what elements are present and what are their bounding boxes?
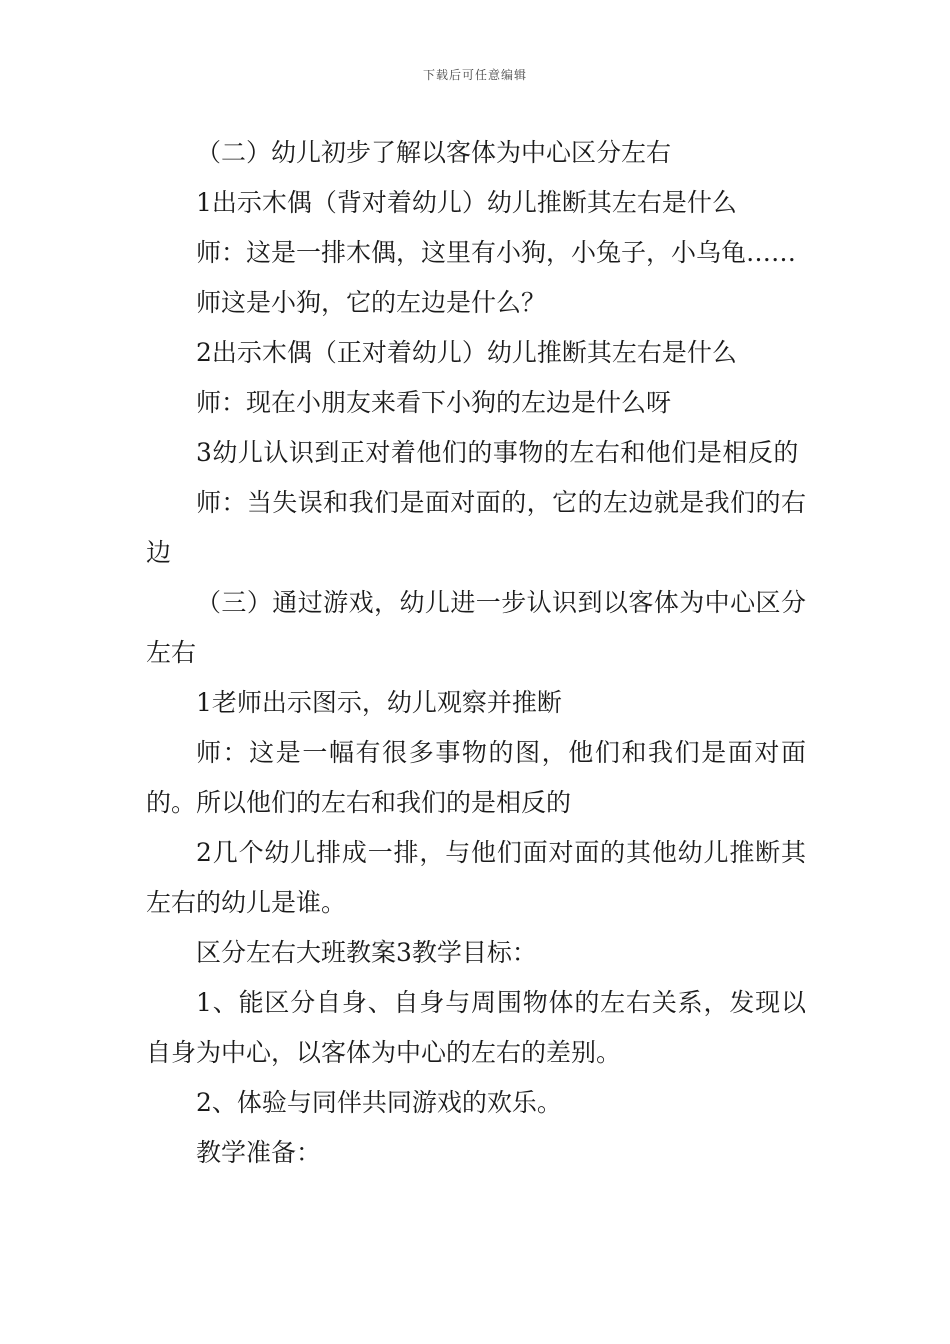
paragraph: 1出示木偶（背对着幼儿）幼儿推断其左右是什么 xyxy=(196,188,737,217)
section-heading-2: （二）幼儿初步了解以客体为中心区分左右 xyxy=(196,138,672,167)
paragraph: 3幼儿认识到正对着他们的事物的左右和他们是相反的 xyxy=(196,438,799,467)
section-heading-3: （三）通过游戏，幼儿进一步认识到以客体为中心区分左右 xyxy=(146,588,806,667)
paragraph: 1老师出示图示，幼儿观察并推断 xyxy=(196,688,562,717)
paragraph: 师：这是一排木偶，这里有小狗，小兔子，小乌龟…… xyxy=(196,238,797,267)
document-body xyxy=(146,128,806,1178)
preparation-heading: 教学准备： xyxy=(196,1138,322,1167)
paragraph: 2出示木偶（正对着幼儿）幼儿推断其左右是什么 xyxy=(196,338,737,367)
objective-item: 2、体验与同伴共同游戏的欢乐。 xyxy=(196,1088,562,1117)
objective-item: 1、能区分自身、自身与周围物体的左右关系，发现以自身为中心，以客体为中心的左右的差别。 xyxy=(146,988,806,1067)
paragraph: 师：当失误和我们是面对面的，它的左边就是我们的右边 xyxy=(146,488,806,567)
lesson-title: 区分左右大班教案3教学目标： xyxy=(196,938,537,967)
page-header-note: 下载后可任意编辑 xyxy=(422,68,527,82)
paragraph: 师：现在小朋友来看下小狗的左边是什么呀 xyxy=(196,388,672,417)
paragraph: 师：这是一幅有很多事物的图，他们和我们是面对面的。所以他们的左右和我们的是相反的 xyxy=(146,738,806,817)
paragraph: 师这是小狗，它的左边是什么？ xyxy=(196,288,547,317)
paragraph: 2几个幼儿排成一排，与他们面对面的其他幼儿推断其左右的幼儿是谁。 xyxy=(146,838,806,917)
